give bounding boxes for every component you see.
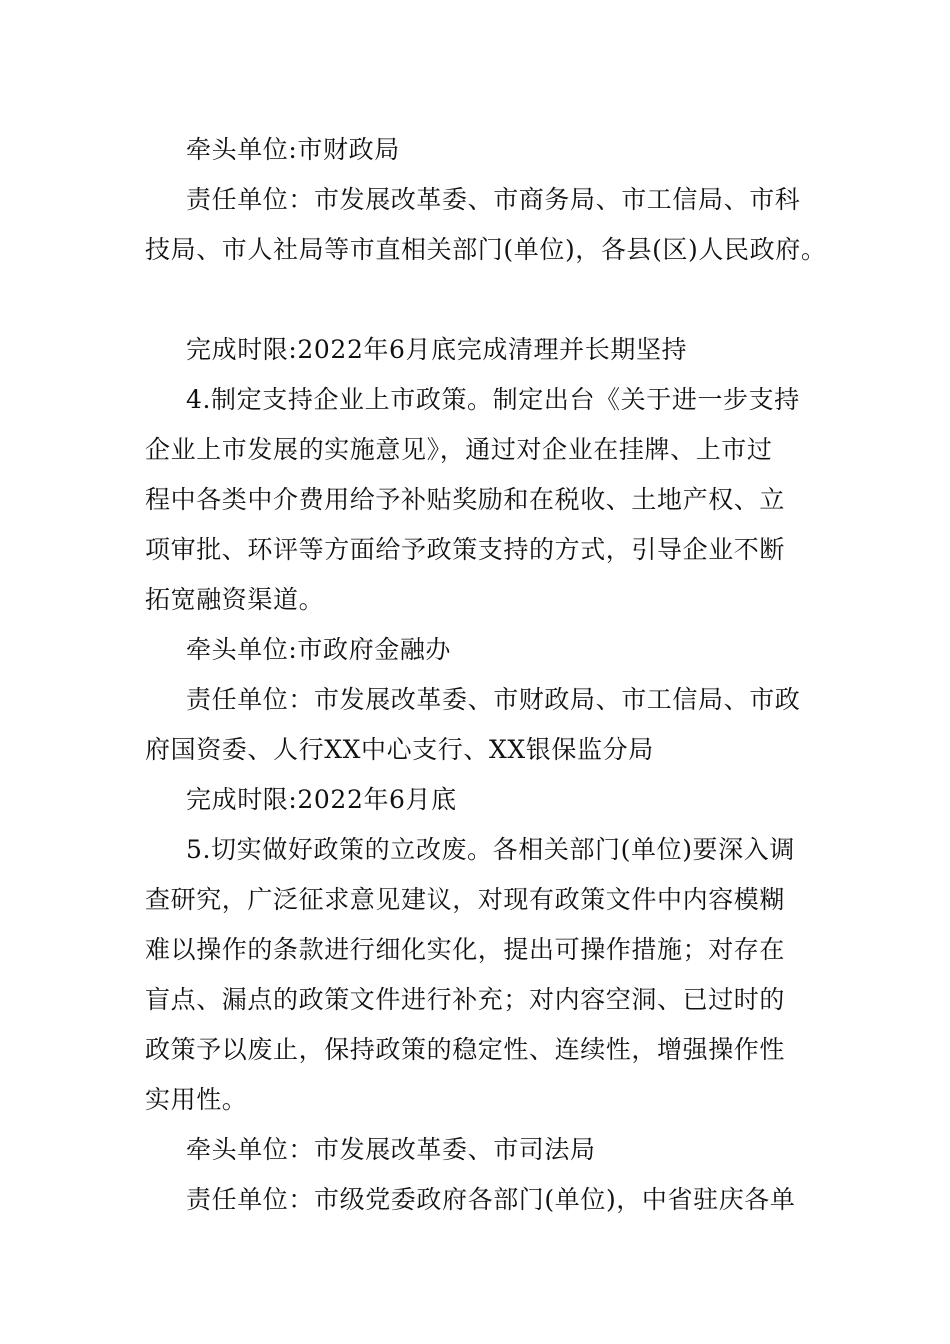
item-5-line-4: 盲点、漏点的政策文件进行补充；对内容空洞、已过时的 bbox=[145, 985, 786, 1014]
item-4-line-1: 4.制定支持企业上市政策。制定出台《关于进一步支持 bbox=[186, 385, 800, 414]
item-5-line-1: 5.切实做好政策的立改废。各相关部门(单位)要深入调 bbox=[186, 835, 795, 864]
item-5-line-3: 难以操作的条款进行细化实化，提出可操作措施；对存在 bbox=[145, 935, 786, 964]
item-4-line-2: 企业上市发展的实施意见》，通过对企业在挂牌、上市过 bbox=[145, 435, 773, 464]
deadline-item-4: 完成时限:2022年6月底 bbox=[186, 785, 457, 814]
item-4-line-3: 程中各类中介费用给予补贴奖励和在税收、土地产权、立 bbox=[145, 485, 786, 514]
responsible-units-line-2: 技局、市人社局等市直相关部门(单位)，各县(区)人民政府。 bbox=[145, 235, 827, 264]
item-5-line-5: 政策予以废止，保持政策的稳定性、连续性，增强操作性 bbox=[145, 1035, 786, 1064]
responsible-units-5-line-1: 责任单位：市级党委政府各部门(单位)，中省驻庆各单 bbox=[186, 1185, 796, 1214]
lead-unit-finance-office: 牵头单位:市政府金融办 bbox=[186, 635, 452, 664]
deadline-cleanup: 完成时限:2022年6月底完成清理并长期坚持 bbox=[186, 335, 688, 364]
lead-unit-item-5: 牵头单位：市发展改革委、市司法局 bbox=[186, 1135, 596, 1164]
item-4-line-4: 项审批、环评等方面给予政策支持的方式，引导企业不断 bbox=[145, 535, 786, 564]
item-5-line-6: 实用性。 bbox=[145, 1085, 248, 1114]
responsible-units-4-line-1: 责任单位：市发展改革委、市财政局、市工信局、市政 bbox=[186, 685, 801, 714]
item-5-line-2: 查研究，广泛征求意见建议，对现有政策文件中内容模糊 bbox=[145, 885, 786, 914]
lead-unit-finance: 牵头单位:市财政局 bbox=[186, 135, 400, 164]
responsible-units-4-line-2: 府国资委、人行XX中心支行、XX银保监分局 bbox=[145, 735, 654, 764]
item-4-line-5: 拓宽融资渠道。 bbox=[145, 585, 325, 614]
responsible-units-line-1: 责任单位：市发展改革委、市商务局、市工信局、市科 bbox=[186, 185, 801, 214]
